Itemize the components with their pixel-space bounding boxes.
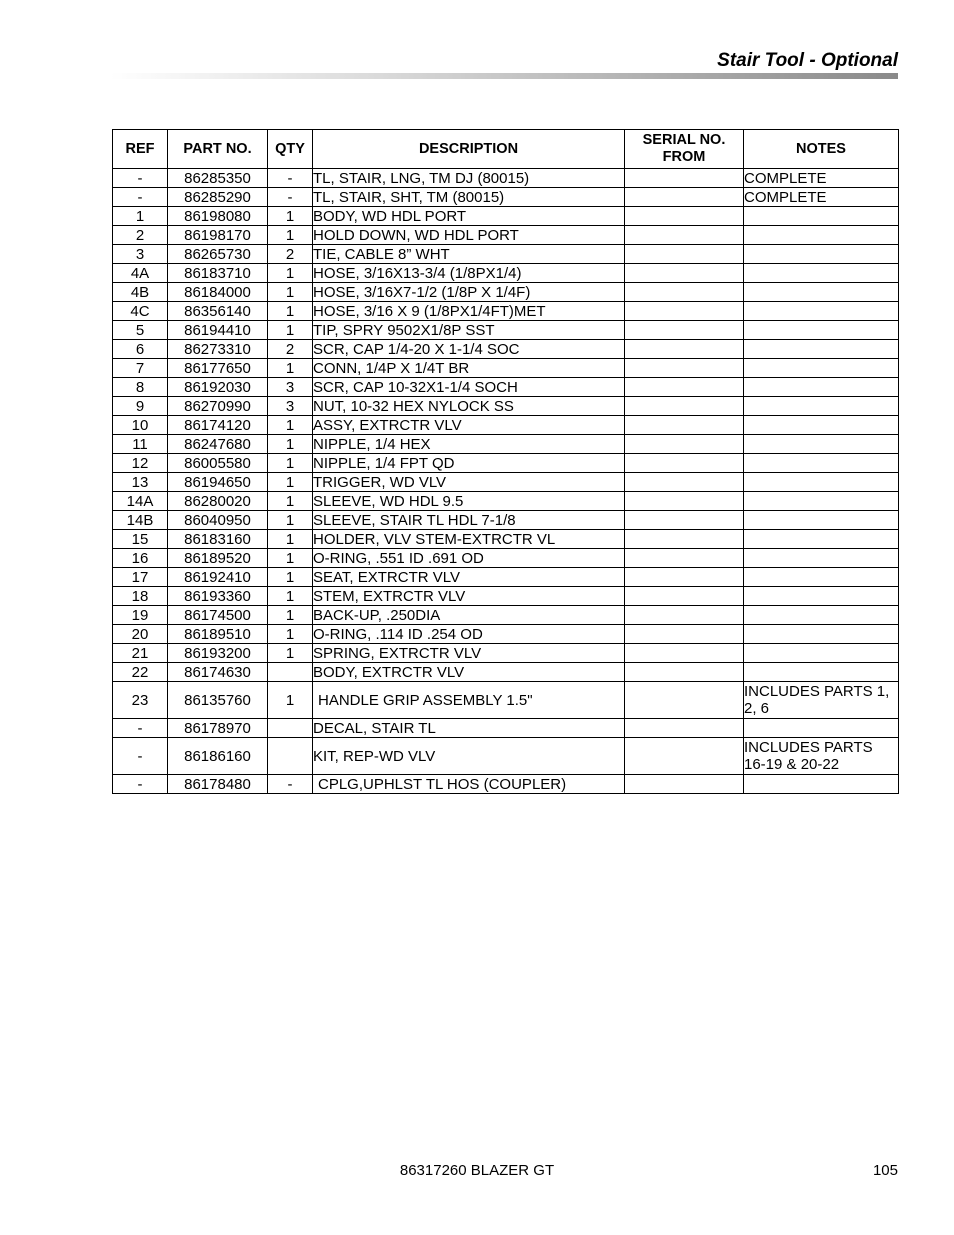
table-row bbox=[113, 169, 899, 188]
cell-serial-no-from bbox=[625, 226, 744, 245]
header-rule bbox=[110, 73, 898, 79]
table-row bbox=[113, 492, 899, 511]
cell-qty: 1 bbox=[268, 644, 313, 663]
cell-ref: 18 bbox=[113, 587, 168, 606]
cell-ref: 12 bbox=[113, 454, 168, 473]
cell-ref: 3 bbox=[113, 245, 168, 264]
cell-notes bbox=[744, 302, 899, 321]
table-row bbox=[113, 226, 899, 245]
cell-description: HOLDER, VLV STEM-EXTRCTR VL bbox=[313, 530, 625, 549]
cell-part-no: 86183160 bbox=[168, 530, 268, 549]
cell-ref: 21 bbox=[113, 644, 168, 663]
cell-qty: 1 bbox=[268, 568, 313, 587]
cell-part-no: 86193360 bbox=[168, 587, 268, 606]
cell-notes bbox=[744, 359, 899, 378]
cell-notes bbox=[744, 435, 899, 454]
cell-ref: 14B bbox=[113, 511, 168, 530]
cell-part-no: 86005580 bbox=[168, 454, 268, 473]
cell-qty: 1 bbox=[268, 283, 313, 302]
cell-part-no: 86285350 bbox=[168, 169, 268, 188]
cell-part-no: 86177650 bbox=[168, 359, 268, 378]
cell-ref: 22 bbox=[113, 663, 168, 682]
table-row bbox=[113, 587, 899, 606]
cell-ref: 17 bbox=[113, 568, 168, 587]
cell-serial-no-from bbox=[625, 682, 744, 719]
cell-description: NUT, 10-32 HEX NYLOCK SS bbox=[313, 397, 625, 416]
cell-description: NIPPLE, 1/4 FPT QD bbox=[313, 454, 625, 473]
cell-qty: 1 bbox=[268, 416, 313, 435]
cell-ref: - bbox=[113, 188, 168, 207]
table-row bbox=[113, 775, 899, 794]
table-row bbox=[113, 302, 899, 321]
cell-qty: - bbox=[268, 188, 313, 207]
col-header-qty: QTY bbox=[268, 130, 313, 169]
cell-notes bbox=[744, 492, 899, 511]
table-row bbox=[113, 188, 899, 207]
cell-description: DECAL, STAIR TL bbox=[313, 719, 625, 738]
cell-description: BODY, WD HDL PORT bbox=[313, 207, 625, 226]
cell-ref: 5 bbox=[113, 321, 168, 340]
cell-description: NIPPLE, 1/4 HEX bbox=[313, 435, 625, 454]
cell-description: ASSY, EXTRCTR VLV bbox=[313, 416, 625, 435]
cell-qty: 1 bbox=[268, 511, 313, 530]
cell-part-no: 86265730 bbox=[168, 245, 268, 264]
table-row bbox=[113, 435, 899, 454]
cell-part-no: 86184000 bbox=[168, 283, 268, 302]
table-row bbox=[113, 530, 899, 549]
cell-description: HANDLE GRIP ASSEMBLY 1.5" bbox=[313, 682, 625, 719]
cell-serial-no-from bbox=[625, 283, 744, 302]
cell-description: BACK-UP, .250DIA bbox=[313, 606, 625, 625]
cell-serial-no-from bbox=[625, 340, 744, 359]
table-row bbox=[113, 340, 899, 359]
table-row bbox=[113, 321, 899, 340]
cell-part-no: 86193200 bbox=[168, 644, 268, 663]
cell-serial-no-from bbox=[625, 511, 744, 530]
cell-notes bbox=[744, 226, 899, 245]
cell-notes bbox=[744, 245, 899, 264]
cell-notes bbox=[744, 283, 899, 302]
cell-description: CONN, 1/4P X 1/4T BR bbox=[313, 359, 625, 378]
cell-notes bbox=[744, 549, 899, 568]
cell-description: SLEEVE, STAIR TL HDL 7-1/8 bbox=[313, 511, 625, 530]
cell-serial-no-from bbox=[625, 321, 744, 340]
table-row bbox=[113, 207, 899, 226]
cell-qty: 1 bbox=[268, 492, 313, 511]
cell-notes bbox=[744, 340, 899, 359]
cell-notes: COMPLETE bbox=[744, 188, 899, 207]
cell-serial-no-from bbox=[625, 473, 744, 492]
cell-qty: 3 bbox=[268, 397, 313, 416]
cell-qty: 1 bbox=[268, 302, 313, 321]
table-row bbox=[113, 264, 899, 283]
cell-ref: 4A bbox=[113, 264, 168, 283]
cell-serial-no-from bbox=[625, 530, 744, 549]
col-header-serial-no-from: SERIAL NO. FROM bbox=[625, 130, 744, 169]
table-row bbox=[113, 245, 899, 264]
cell-description: TL, STAIR, LNG, TM DJ (80015) bbox=[313, 169, 625, 188]
cell-notes bbox=[744, 264, 899, 283]
cell-notes: COMPLETE bbox=[744, 169, 899, 188]
cell-description: SCR, CAP 1/4-20 X 1-1/4 SOC bbox=[313, 340, 625, 359]
cell-qty: 1 bbox=[268, 321, 313, 340]
cell-serial-no-from bbox=[625, 775, 744, 794]
cell-description: SPRING, EXTRCTR VLV bbox=[313, 644, 625, 663]
cell-serial-no-from bbox=[625, 169, 744, 188]
cell-description: HOSE, 3/16X7-1/2 (1/8P X 1/4F) bbox=[313, 283, 625, 302]
cell-qty: - bbox=[268, 775, 313, 794]
table-row bbox=[113, 397, 899, 416]
cell-serial-no-from bbox=[625, 416, 744, 435]
cell-ref: 15 bbox=[113, 530, 168, 549]
cell-notes bbox=[744, 454, 899, 473]
cell-qty: 3 bbox=[268, 378, 313, 397]
cell-description: SCR, CAP 10-32X1-1/4 SOCH bbox=[313, 378, 625, 397]
cell-ref: - bbox=[113, 169, 168, 188]
cell-serial-no-from bbox=[625, 568, 744, 587]
cell-notes bbox=[744, 719, 899, 738]
cell-ref: 7 bbox=[113, 359, 168, 378]
cell-qty: 1 bbox=[268, 207, 313, 226]
cell-description: SLEEVE, WD HDL 9.5 bbox=[313, 492, 625, 511]
col-header-ref: REF bbox=[113, 130, 168, 169]
cell-description: CPLG,UPHLST TL HOS (COUPLER) bbox=[313, 775, 625, 794]
table-row bbox=[113, 473, 899, 492]
cell-qty bbox=[268, 663, 313, 682]
cell-description: STEM, EXTRCTR VLV bbox=[313, 587, 625, 606]
table-row bbox=[113, 511, 899, 530]
page-number: 105 bbox=[872, 1162, 898, 1179]
table-row bbox=[113, 359, 899, 378]
table-row bbox=[113, 378, 899, 397]
cell-description: O-RING, .551 ID .691 OD bbox=[313, 549, 625, 568]
cell-qty: 1 bbox=[268, 587, 313, 606]
cell-serial-no-from bbox=[625, 435, 744, 454]
cell-description: SEAT, EXTRCTR VLV bbox=[313, 568, 625, 587]
cell-description: TL, STAIR, SHT, TM (80015) bbox=[313, 188, 625, 207]
cell-qty: 1 bbox=[268, 454, 313, 473]
cell-ref: 2 bbox=[113, 226, 168, 245]
cell-part-no: 86285290 bbox=[168, 188, 268, 207]
cell-part-no: 86198080 bbox=[168, 207, 268, 226]
cell-ref: 19 bbox=[113, 606, 168, 625]
cell-serial-no-from bbox=[625, 378, 744, 397]
cell-part-no: 86192410 bbox=[168, 568, 268, 587]
page-title: Stair Tool - Optional bbox=[717, 50, 898, 71]
cell-serial-no-from bbox=[625, 359, 744, 378]
table-row bbox=[113, 416, 899, 435]
cell-notes: INCLUDES PARTS 16-19 & 20-22 bbox=[744, 738, 899, 775]
cell-description: HOSE, 3/16 X 9 (1/8PX1/4FT)MET bbox=[313, 302, 625, 321]
cell-serial-no-from bbox=[625, 454, 744, 473]
cell-part-no: 86356140 bbox=[168, 302, 268, 321]
cell-qty: 1 bbox=[268, 473, 313, 492]
cell-notes bbox=[744, 663, 899, 682]
col-header-description: DESCRIPTION bbox=[313, 130, 625, 169]
cell-notes bbox=[744, 568, 899, 587]
cell-qty: - bbox=[268, 169, 313, 188]
cell-part-no: 86280020 bbox=[168, 492, 268, 511]
cell-qty: 1 bbox=[268, 264, 313, 283]
cell-part-no: 86247680 bbox=[168, 435, 268, 454]
cell-part-no: 86198170 bbox=[168, 226, 268, 245]
cell-notes bbox=[744, 587, 899, 606]
cell-description: TIP, SPRY 9502X1/8P SST bbox=[313, 321, 625, 340]
cell-notes bbox=[744, 416, 899, 435]
cell-qty bbox=[268, 719, 313, 738]
cell-serial-no-from bbox=[625, 207, 744, 226]
cell-serial-no-from bbox=[625, 606, 744, 625]
cell-ref: 13 bbox=[113, 473, 168, 492]
cell-notes bbox=[744, 606, 899, 625]
cell-description: BODY, EXTRCTR VLV bbox=[313, 663, 625, 682]
cell-notes bbox=[744, 625, 899, 644]
col-header-part-no: PART NO. bbox=[168, 130, 268, 169]
cell-ref: 20 bbox=[113, 625, 168, 644]
cell-qty bbox=[268, 738, 313, 775]
cell-notes bbox=[744, 511, 899, 530]
cell-qty: 2 bbox=[268, 340, 313, 359]
cell-ref: 4B bbox=[113, 283, 168, 302]
footer-doc-number: 86317260 BLAZER GT bbox=[399, 1162, 555, 1179]
cell-ref: 14A bbox=[113, 492, 168, 511]
cell-ref: 4C bbox=[113, 302, 168, 321]
cell-qty: 2 bbox=[268, 245, 313, 264]
table-row bbox=[113, 625, 899, 644]
table-row bbox=[113, 644, 899, 663]
table-row bbox=[113, 283, 899, 302]
cell-part-no: 86040950 bbox=[168, 511, 268, 530]
table-row bbox=[113, 454, 899, 473]
cell-qty: 1 bbox=[268, 359, 313, 378]
cell-part-no: 86189510 bbox=[168, 625, 268, 644]
cell-ref: - bbox=[113, 775, 168, 794]
cell-ref: 16 bbox=[113, 549, 168, 568]
cell-serial-no-from bbox=[625, 264, 744, 283]
cell-description: TIE, CABLE 8” WHT bbox=[313, 245, 625, 264]
cell-ref: - bbox=[113, 738, 168, 775]
cell-part-no: 86186160 bbox=[168, 738, 268, 775]
cell-part-no: 86189520 bbox=[168, 549, 268, 568]
table-row bbox=[113, 663, 899, 682]
cell-notes bbox=[744, 207, 899, 226]
cell-description: KIT, REP-WD VLV bbox=[313, 738, 625, 775]
cell-qty: 1 bbox=[268, 625, 313, 644]
table-row bbox=[113, 606, 899, 625]
cell-part-no: 86183710 bbox=[168, 264, 268, 283]
cell-part-no: 86178970 bbox=[168, 719, 268, 738]
cell-description: O-RING, .114 ID .254 OD bbox=[313, 625, 625, 644]
cell-serial-no-from bbox=[625, 738, 744, 775]
cell-serial-no-from bbox=[625, 663, 744, 682]
cell-notes bbox=[744, 644, 899, 663]
cell-description: HOLD DOWN, WD HDL PORT bbox=[313, 226, 625, 245]
cell-ref: 6 bbox=[113, 340, 168, 359]
cell-ref: 8 bbox=[113, 378, 168, 397]
cell-ref: 11 bbox=[113, 435, 168, 454]
cell-serial-no-from bbox=[625, 397, 744, 416]
cell-serial-no-from bbox=[625, 587, 744, 606]
cell-qty: 1 bbox=[268, 435, 313, 454]
cell-qty: 1 bbox=[268, 549, 313, 568]
cell-qty: 1 bbox=[268, 226, 313, 245]
cell-part-no: 86192030 bbox=[168, 378, 268, 397]
cell-ref: - bbox=[113, 719, 168, 738]
cell-serial-no-from bbox=[625, 245, 744, 264]
cell-serial-no-from bbox=[625, 492, 744, 511]
cell-ref: 23 bbox=[113, 682, 168, 719]
cell-description: TRIGGER, WD VLV bbox=[313, 473, 625, 492]
cell-part-no: 86135760 bbox=[168, 682, 268, 719]
cell-serial-no-from bbox=[625, 719, 744, 738]
cell-notes bbox=[744, 378, 899, 397]
cell-ref: 1 bbox=[113, 207, 168, 226]
table-row bbox=[113, 682, 899, 719]
cell-part-no: 86174120 bbox=[168, 416, 268, 435]
table-row bbox=[113, 549, 899, 568]
cell-qty: 1 bbox=[268, 530, 313, 549]
cell-qty: 1 bbox=[268, 606, 313, 625]
col-header-notes: NOTES bbox=[744, 130, 899, 169]
cell-part-no: 86174630 bbox=[168, 663, 268, 682]
parts-table bbox=[112, 129, 899, 794]
cell-qty: 1 bbox=[268, 682, 313, 719]
cell-part-no: 86174500 bbox=[168, 606, 268, 625]
cell-serial-no-from bbox=[625, 302, 744, 321]
table-row bbox=[113, 738, 899, 775]
cell-part-no: 86270990 bbox=[168, 397, 268, 416]
cell-part-no: 86194410 bbox=[168, 321, 268, 340]
table-row bbox=[113, 568, 899, 587]
cell-notes bbox=[744, 473, 899, 492]
cell-part-no: 86178480 bbox=[168, 775, 268, 794]
table-row bbox=[113, 719, 899, 738]
cell-notes bbox=[744, 530, 899, 549]
cell-description: HOSE, 3/16X13-3/4 (1/8PX1/4) bbox=[313, 264, 625, 283]
cell-ref: 10 bbox=[113, 416, 168, 435]
cell-notes bbox=[744, 321, 899, 340]
cell-part-no: 86194650 bbox=[168, 473, 268, 492]
cell-serial-no-from bbox=[625, 188, 744, 207]
cell-notes bbox=[744, 775, 899, 794]
cell-serial-no-from bbox=[625, 625, 744, 644]
cell-serial-no-from bbox=[625, 644, 744, 663]
cell-part-no: 86273310 bbox=[168, 340, 268, 359]
cell-serial-no-from bbox=[625, 549, 744, 568]
cell-notes: INCLUDES PARTS 1, 2, 6 bbox=[744, 682, 899, 719]
cell-notes bbox=[744, 397, 899, 416]
table-header-row bbox=[113, 130, 899, 169]
cell-ref: 9 bbox=[113, 397, 168, 416]
